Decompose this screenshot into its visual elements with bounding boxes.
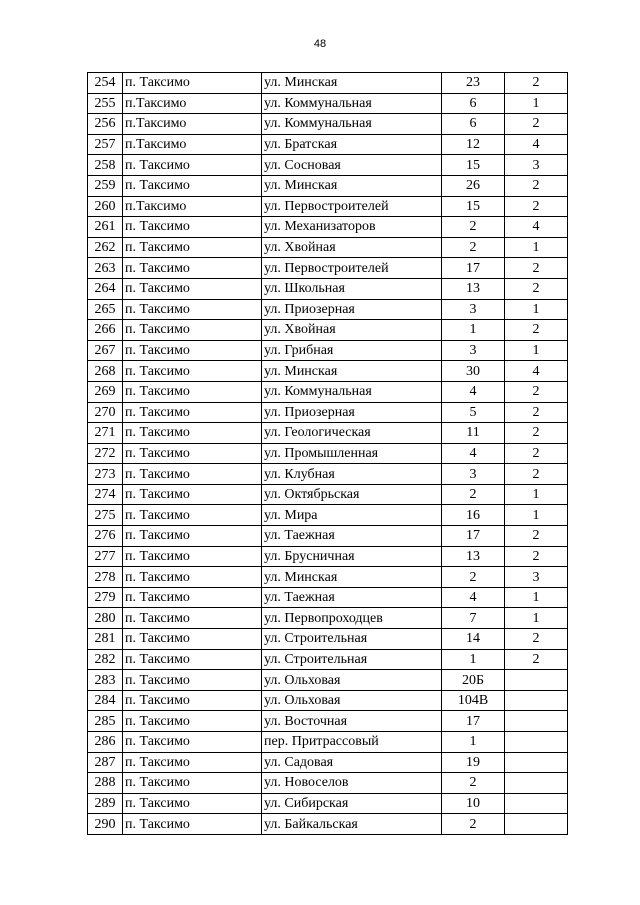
row-number-cell: 259 (88, 175, 123, 196)
settlement-cell: п. Таксимо (123, 814, 262, 835)
table-row (88, 505, 568, 526)
settlement-cell: п. Таксимо (123, 505, 262, 526)
settlement-cell: п. Таксимо (123, 237, 262, 258)
flat-cell: 2 (505, 381, 568, 402)
flat-cell: 1 (505, 505, 568, 526)
settlement-cell: п. Таксимо (123, 732, 262, 753)
street-cell: ул. Хвойная (262, 237, 442, 258)
street-cell: ул. Ольховая (262, 670, 442, 691)
table-row (88, 567, 568, 588)
settlement-cell: п. Таксимо (123, 752, 262, 773)
table-row (88, 773, 568, 794)
house-number-cell: 4 (442, 381, 505, 402)
flat-cell: 2 (505, 196, 568, 217)
table-row (88, 175, 568, 196)
street-cell: ул. Грибная (262, 340, 442, 361)
flat-cell: 4 (505, 361, 568, 382)
settlement-cell: п. Таксимо (123, 278, 262, 299)
street-cell: ул. Школьная (262, 278, 442, 299)
table-row (88, 629, 568, 650)
house-number-cell: 17 (442, 526, 505, 547)
street-cell: ул. Ольховая (262, 690, 442, 711)
settlement-cell: п. Таксимо (123, 443, 262, 464)
row-number-cell: 270 (88, 402, 123, 423)
flat-cell (505, 732, 568, 753)
house-number-cell: 12 (442, 134, 505, 155)
table-row (88, 196, 568, 217)
row-number-cell: 275 (88, 505, 123, 526)
street-cell: ул. Брусничная (262, 546, 442, 567)
table-row (88, 155, 568, 176)
table-row (88, 752, 568, 773)
table-row (88, 423, 568, 444)
flat-cell: 2 (505, 320, 568, 341)
flat-cell: 2 (505, 546, 568, 567)
street-cell: ул. Октябрьская (262, 484, 442, 505)
settlement-cell: п.Таксимо (123, 114, 262, 135)
table-row (88, 464, 568, 485)
settlement-cell: п. Таксимо (123, 773, 262, 794)
house-number-cell: 104В (442, 690, 505, 711)
house-number-cell: 2 (442, 484, 505, 505)
row-number-cell: 269 (88, 381, 123, 402)
flat-cell: 4 (505, 217, 568, 238)
house-number-cell: 1 (442, 649, 505, 670)
row-number-cell: 283 (88, 670, 123, 691)
row-number-cell: 287 (88, 752, 123, 773)
table-row (88, 484, 568, 505)
row-number-cell: 285 (88, 711, 123, 732)
settlement-cell: п. Таксимо (123, 793, 262, 814)
row-number-cell: 279 (88, 587, 123, 608)
table-row (88, 793, 568, 814)
flat-cell (505, 814, 568, 835)
settlement-cell: п. Таксимо (123, 258, 262, 279)
house-number-cell: 26 (442, 175, 505, 196)
street-cell: ул. Новоселов (262, 773, 442, 794)
settlement-cell: п. Таксимо (123, 526, 262, 547)
row-number-cell: 282 (88, 649, 123, 670)
street-cell: ул. Минская (262, 567, 442, 588)
street-cell: ул. Строительная (262, 629, 442, 650)
settlement-cell: п. Таксимо (123, 361, 262, 382)
row-number-cell: 286 (88, 732, 123, 753)
house-number-cell: 2 (442, 567, 505, 588)
flat-cell: 2 (505, 114, 568, 135)
settlement-cell: п. Таксимо (123, 711, 262, 732)
house-number-cell: 13 (442, 546, 505, 567)
table-row (88, 526, 568, 547)
flat-cell: 2 (505, 175, 568, 196)
street-cell: ул. Коммунальная (262, 93, 442, 114)
street-cell: ул. Сибирская (262, 793, 442, 814)
settlement-cell: п. Таксимо (123, 608, 262, 629)
address-table (87, 72, 568, 835)
flat-cell: 1 (505, 484, 568, 505)
house-number-cell: 3 (442, 340, 505, 361)
house-number-cell: 23 (442, 73, 505, 94)
table-row (88, 670, 568, 691)
street-cell: ул. Садовая (262, 752, 442, 773)
street-cell: ул. Хвойная (262, 320, 442, 341)
settlement-cell: п. Таксимо (123, 320, 262, 341)
row-number-cell: 255 (88, 93, 123, 114)
table-row (88, 649, 568, 670)
row-number-cell: 261 (88, 217, 123, 238)
row-number-cell: 265 (88, 299, 123, 320)
settlement-cell: п.Таксимо (123, 134, 262, 155)
flat-cell (505, 690, 568, 711)
flat-cell (505, 752, 568, 773)
house-number-cell: 2 (442, 237, 505, 258)
house-number-cell: 6 (442, 93, 505, 114)
settlement-cell: п. Таксимо (123, 423, 262, 444)
street-cell: ул. Приозерная (262, 299, 442, 320)
row-number-cell: 258 (88, 155, 123, 176)
table-row (88, 361, 568, 382)
house-number-cell: 19 (442, 752, 505, 773)
settlement-cell: п. Таксимо (123, 299, 262, 320)
house-number-cell: 1 (442, 320, 505, 341)
settlement-cell: п. Таксимо (123, 587, 262, 608)
house-number-cell: 4 (442, 443, 505, 464)
house-number-cell: 1 (442, 732, 505, 753)
house-number-cell: 17 (442, 258, 505, 279)
street-cell: ул. Строительная (262, 649, 442, 670)
address-table-body (88, 73, 568, 835)
row-number-cell: 273 (88, 464, 123, 485)
settlement-cell: п. Таксимо (123, 217, 262, 238)
settlement-cell: п. Таксимо (123, 340, 262, 361)
row-number-cell: 276 (88, 526, 123, 547)
table-row (88, 134, 568, 155)
flat-cell: 2 (505, 649, 568, 670)
flat-cell (505, 670, 568, 691)
row-number-cell: 267 (88, 340, 123, 361)
row-number-cell: 281 (88, 629, 123, 650)
table-row (88, 114, 568, 135)
street-cell: ул. Минская (262, 361, 442, 382)
row-number-cell: 266 (88, 320, 123, 341)
table-row (88, 546, 568, 567)
house-number-cell: 15 (442, 196, 505, 217)
house-number-cell: 7 (442, 608, 505, 629)
row-number-cell: 260 (88, 196, 123, 217)
table-row (88, 278, 568, 299)
table-row (88, 258, 568, 279)
street-cell: ул. Восточная (262, 711, 442, 732)
flat-cell: 3 (505, 155, 568, 176)
flat-cell: 1 (505, 608, 568, 629)
street-cell: ул. Механизаторов (262, 217, 442, 238)
flat-cell: 1 (505, 93, 568, 114)
house-number-cell: 2 (442, 814, 505, 835)
row-number-cell: 274 (88, 484, 123, 505)
street-cell: ул. Таежная (262, 587, 442, 608)
row-number-cell: 278 (88, 567, 123, 588)
page-number: 48 (313, 38, 327, 50)
settlement-cell: п. Таксимо (123, 464, 262, 485)
table-row (88, 320, 568, 341)
flat-cell: 1 (505, 340, 568, 361)
row-number-cell: 288 (88, 773, 123, 794)
house-number-cell: 16 (442, 505, 505, 526)
row-number-cell: 256 (88, 114, 123, 135)
settlement-cell: п. Таксимо (123, 484, 262, 505)
row-number-cell: 289 (88, 793, 123, 814)
flat-cell (505, 793, 568, 814)
table-row (88, 587, 568, 608)
table-row (88, 381, 568, 402)
street-cell: ул. Первостроителей (262, 196, 442, 217)
flat-cell: 2 (505, 258, 568, 279)
street-cell: ул. Первостроителей (262, 258, 442, 279)
street-cell: ул. Минская (262, 175, 442, 196)
row-number-cell: 284 (88, 690, 123, 711)
row-number-cell: 271 (88, 423, 123, 444)
row-number-cell: 277 (88, 546, 123, 567)
table-row (88, 237, 568, 258)
settlement-cell: п. Таксимо (123, 567, 262, 588)
flat-cell (505, 773, 568, 794)
street-cell: ул. Мира (262, 505, 442, 526)
settlement-cell: п.Таксимо (123, 196, 262, 217)
row-number-cell: 268 (88, 361, 123, 382)
street-cell: ул. Минская (262, 73, 442, 94)
settlement-cell: п. Таксимо (123, 73, 262, 94)
settlement-cell: п.Таксимо (123, 93, 262, 114)
row-number-cell: 262 (88, 237, 123, 258)
house-number-cell: 6 (442, 114, 505, 135)
flat-cell: 2 (505, 526, 568, 547)
table-row (88, 608, 568, 629)
row-number-cell: 257 (88, 134, 123, 155)
settlement-cell: п. Таксимо (123, 381, 262, 402)
flat-cell: 2 (505, 402, 568, 423)
street-cell: ул. Приозерная (262, 402, 442, 423)
flat-cell: 1 (505, 237, 568, 258)
settlement-cell: п. Таксимо (123, 546, 262, 567)
house-number-cell: 2 (442, 217, 505, 238)
street-cell: ул. Геологическая (262, 423, 442, 444)
street-cell: ул. Братская (262, 134, 442, 155)
house-number-cell: 11 (442, 423, 505, 444)
table-row (88, 73, 568, 94)
street-cell: ул. Клубная (262, 464, 442, 485)
flat-cell: 4 (505, 134, 568, 155)
flat-cell: 2 (505, 73, 568, 94)
table-row (88, 443, 568, 464)
house-number-cell: 14 (442, 629, 505, 650)
flat-cell: 2 (505, 629, 568, 650)
street-cell: ул. Первопроходцев (262, 608, 442, 629)
settlement-cell: п. Таксимо (123, 175, 262, 196)
street-cell: ул. Коммунальная (262, 114, 442, 135)
table-row (88, 711, 568, 732)
table-row (88, 690, 568, 711)
row-number-cell: 254 (88, 73, 123, 94)
table-row (88, 402, 568, 423)
flat-cell (505, 711, 568, 732)
street-cell: ул. Сосновая (262, 155, 442, 176)
table-row (88, 217, 568, 238)
house-number-cell: 4 (442, 587, 505, 608)
flat-cell: 2 (505, 464, 568, 485)
house-number-cell: 30 (442, 361, 505, 382)
house-number-cell: 13 (442, 278, 505, 299)
street-cell: пер. Притрассовый (262, 732, 442, 753)
house-number-cell: 2 (442, 773, 505, 794)
table-row (88, 93, 568, 114)
house-number-cell: 5 (442, 402, 505, 423)
settlement-cell: п. Таксимо (123, 629, 262, 650)
settlement-cell: п. Таксимо (123, 155, 262, 176)
table-row (88, 299, 568, 320)
flat-cell: 2 (505, 278, 568, 299)
house-number-cell: 3 (442, 464, 505, 485)
house-number-cell: 10 (442, 793, 505, 814)
row-number-cell: 263 (88, 258, 123, 279)
street-cell: ул. Таежная (262, 526, 442, 547)
row-number-cell: 290 (88, 814, 123, 835)
settlement-cell: п. Таксимо (123, 649, 262, 670)
row-number-cell: 280 (88, 608, 123, 629)
row-number-cell: 264 (88, 278, 123, 299)
table-row (88, 732, 568, 753)
flat-cell: 3 (505, 567, 568, 588)
flat-cell: 1 (505, 587, 568, 608)
row-number-cell: 272 (88, 443, 123, 464)
house-number-cell: 3 (442, 299, 505, 320)
house-number-cell: 15 (442, 155, 505, 176)
table-row (88, 814, 568, 835)
flat-cell: 2 (505, 443, 568, 464)
settlement-cell: п. Таксимо (123, 690, 262, 711)
table-row (88, 340, 568, 361)
flat-cell: 1 (505, 299, 568, 320)
settlement-cell: п. Таксимо (123, 402, 262, 423)
house-number-cell: 20Б (442, 670, 505, 691)
house-number-cell: 17 (442, 711, 505, 732)
street-cell: ул. Байкальская (262, 814, 442, 835)
street-cell: ул. Коммунальная (262, 381, 442, 402)
flat-cell: 2 (505, 423, 568, 444)
settlement-cell: п. Таксимо (123, 670, 262, 691)
street-cell: ул. Промышленная (262, 443, 442, 464)
